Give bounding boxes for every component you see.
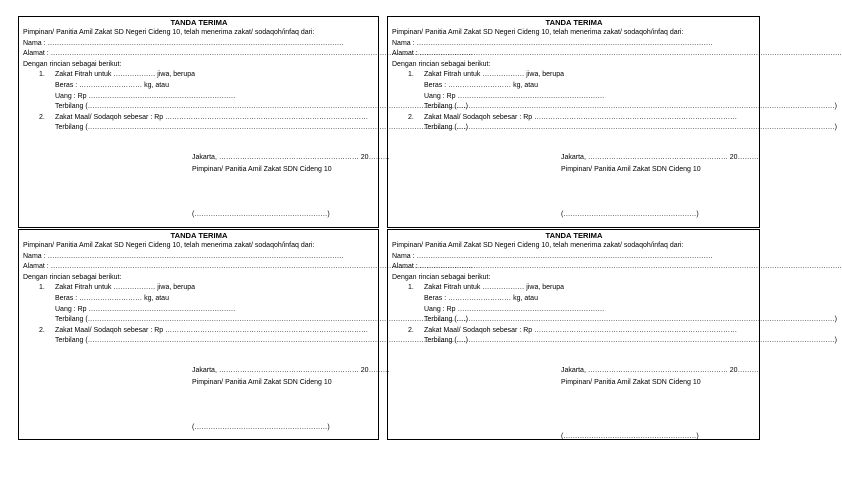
- rincian-heading: Dengan rincian sebagai berikut:: [23, 60, 122, 68]
- intro-text: Pimpinan/ Panitia Amil Zakat SD Negeri Cideng 10, telah menerima zakat/ sodaqoh/infaq dari:: [392, 242, 684, 249]
- item-number: 1.: [39, 284, 45, 292]
- intro-text: Pimpinan/ Panitia Amil Zakat SD Negeri Cideng 10, telah menerima zakat/ sodaqoh/infaq dari:: [23, 242, 315, 249]
- signature-line: (…………………………………………………): [561, 211, 699, 218]
- zakat-fitrah-text: Zakat Fitrah untuk ……………… jiwa, berupa: [55, 284, 196, 292]
- terbilang-field: Terbilang (………………………………………………………………………………………………………………………………………………): [55, 124, 469, 132]
- terbilang-field: Terbilang (………………………………………………………………………………………………………………………………………………): [424, 103, 838, 111]
- alamat-field: Alamat : ……………………………………………………………………………………………………………………………………………………………….: [23, 50, 473, 58]
- alamat-field: Alamat : ……………………………………………………………………………………………………………………………………………………………….: [392, 263, 842, 271]
- nama-field: Nama : ……………………………………………………………………………………………………………….: [23, 252, 344, 260]
- zakat-maal-text: Zakat Maal/ Sodaqoh sebesar : Rp ……………………………………………………………………………: [55, 113, 369, 121]
- nama-field: Nama : ……………………………………………………………………………………………………………….: [23, 39, 344, 47]
- date-line: Jakarta, …………………………………………………… 20………: [192, 367, 390, 374]
- nama-field: Nama : ……………………………………………………………………………………………………………….: [392, 252, 713, 260]
- nama-field: Nama : ……………………………………………………………………………………………………………….: [392, 39, 713, 47]
- date-line: Jakarta, …………………………………………………… 20………: [561, 154, 759, 161]
- zakat-maal-text: Zakat Maal/ Sodaqoh sebesar : Rp ……………………………………………………………………………: [424, 326, 738, 334]
- zakat-maal-line: [23, 326, 375, 337]
- date-line: Jakarta, …………………………………………………… 20………: [561, 367, 759, 374]
- zakat-fitrah-line: [23, 283, 375, 294]
- rincian-heading: Dengan rincian sebagai berikut:: [392, 60, 491, 68]
- receipt-card: [18, 229, 473, 440]
- receipt-title: TANDA TERIMA: [545, 18, 603, 27]
- item-number: 2.: [408, 326, 414, 334]
- uang-field: Uang : Rp ………………………………………………………: [55, 92, 236, 100]
- zakat-fitrah-text: Zakat Fitrah untuk ……………… jiwa, berupa: [55, 71, 196, 79]
- terbilang-field: Terbilang (………………………………………………………………………………………………………………………………………………): [55, 103, 469, 111]
- receipt-card: [387, 16, 842, 228]
- official-title: Pimpinan/ Panitia Amil Zakat SDN Cideng 10: [561, 166, 701, 173]
- beras-field: Beras : ……………………… kg, atau: [55, 294, 169, 302]
- zakat-fitrah-line: [392, 70, 756, 81]
- terbilang-field: Terbilang (………………………………………………………………………………………………………………………………………………): [424, 124, 838, 132]
- item-number: 1.: [408, 284, 414, 292]
- uang-field: Uang : Rp ………………………………………………………: [424, 305, 605, 313]
- official-title: Pimpinan/ Panitia Amil Zakat SDN Cideng 10: [561, 379, 701, 386]
- zakat-maal-text: Zakat Maal/ Sodaqoh sebesar : Rp ……………………………………………………………………………: [55, 326, 369, 334]
- intro-text: Pimpinan/ Panitia Amil Zakat SD Negeri Cideng 10, telah menerima zakat/ sodaqoh/infaq dari:: [23, 29, 315, 36]
- zakat-maal-line: [392, 113, 756, 124]
- beras-field: Beras : ……………………… kg, atau: [55, 81, 169, 89]
- receipt-card: [18, 16, 473, 228]
- alamat-field: Alamat : ……………………………………………………………………………………………………………………………………………………………….: [392, 50, 842, 58]
- signature-line: (…………………………………………………): [561, 433, 699, 440]
- official-title: Pimpinan/ Panitia Amil Zakat SDN Cideng 10: [192, 166, 332, 173]
- official-title: Pimpinan/ Panitia Amil Zakat SDN Cideng 10: [192, 379, 332, 386]
- item-number: 1.: [408, 71, 414, 79]
- signature-line: (…………………………………………………): [192, 424, 330, 431]
- signature-line: (…………………………………………………): [192, 211, 330, 218]
- receipt-card: [387, 229, 842, 440]
- receipt-title: TANDA TERIMA: [170, 18, 228, 27]
- terbilang-field: Terbilang (………………………………………………………………………………………………………………………………………………): [55, 337, 469, 345]
- terbilang-field: Terbilang (………………………………………………………………………………………………………………………………………………): [424, 337, 838, 345]
- receipt-title: TANDA TERIMA: [170, 231, 228, 240]
- item-number: 2.: [39, 113, 45, 121]
- receipt-title: TANDA TERIMA: [545, 231, 603, 240]
- alamat-field: Alamat : ……………………………………………………………………………………………………………………………………………………………….: [23, 263, 473, 271]
- uang-field: Uang : Rp ………………………………………………………: [424, 92, 605, 100]
- zakat-fitrah-line: [392, 283, 756, 294]
- zakat-fitrah-text: Zakat Fitrah untuk ……………… jiwa, berupa: [424, 284, 565, 292]
- rincian-heading: Dengan rincian sebagai berikut:: [392, 273, 491, 281]
- date-line: Jakarta, …………………………………………………… 20………: [192, 154, 390, 161]
- item-number: 2.: [39, 326, 45, 334]
- item-number: 2.: [408, 113, 414, 121]
- zakat-maal-line: [23, 113, 375, 124]
- rincian-heading: Dengan rincian sebagai berikut:: [23, 273, 122, 281]
- item-number: 1.: [39, 71, 45, 79]
- zakat-fitrah-text: Zakat Fitrah untuk ……………… jiwa, berupa: [424, 71, 565, 79]
- zakat-maal-line: [392, 326, 756, 337]
- uang-field: Uang : Rp ………………………………………………………: [55, 305, 236, 313]
- beras-field: Beras : ……………………… kg, atau: [424, 294, 538, 302]
- beras-field: Beras : ……………………… kg, atau: [424, 81, 538, 89]
- zakat-fitrah-line: [23, 70, 375, 81]
- zakat-maal-text: Zakat Maal/ Sodaqoh sebesar : Rp ……………………………………………………………………………: [424, 113, 738, 121]
- terbilang-field: Terbilang (………………………………………………………………………………………………………………………………………………): [424, 316, 838, 324]
- terbilang-field: Terbilang (………………………………………………………………………………………………………………………………………………): [55, 316, 469, 324]
- intro-text: Pimpinan/ Panitia Amil Zakat SD Negeri Cideng 10, telah menerima zakat/ sodaqoh/infaq dari:: [392, 29, 684, 36]
